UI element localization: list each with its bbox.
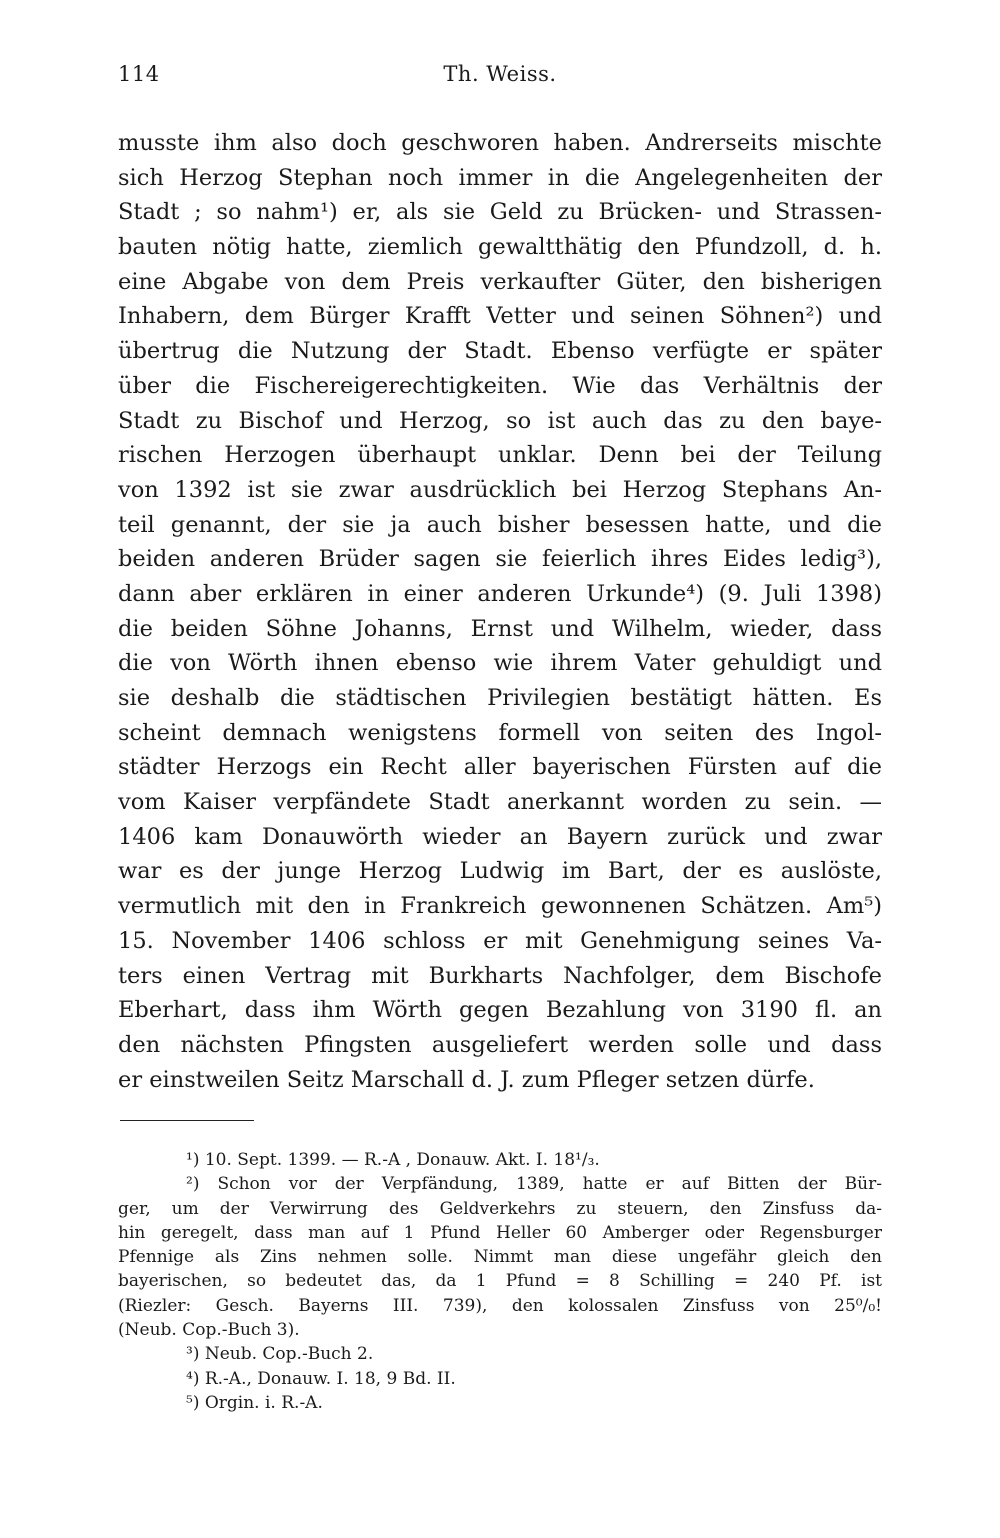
footnote-line: ²) Schon vor der Verpfändung, 1389, hatte er auf Bitten der Bür- — [186, 1174, 882, 1195]
text-line: dann aber erklären in einer anderen Urkunde⁴) (9. Juli 1398) — [118, 580, 882, 607]
footnote-line: (Neub. Cop.-Buch 3). — [118, 1320, 300, 1341]
text-line: städter Herzogs ein Recht aller bayerischen Fürsten auf die — [118, 754, 882, 781]
page-number: 114 — [118, 62, 160, 86]
text-line: eine Abgabe von dem Preis verkaufter Güter, den bisherigen — [118, 268, 882, 295]
footnote-rule — [120, 1120, 254, 1121]
footnote-line: bayerischen, so bedeutet das, da 1 Pfund = 8 Schilling = 240 Pf. ist — [118, 1271, 882, 1292]
text-line: 1406 kam Donauwörth wieder an Bayern zurück und zwar — [118, 823, 882, 850]
footnote-line: ⁴) R.-A., Donauw. I. 18, 9 Bd. II. — [186, 1368, 456, 1389]
text-line: teil genannt, der sie ja auch bisher besessen hatte, und die — [118, 511, 882, 538]
footnotes — [118, 1148, 882, 1415]
text-line: sich Herzog Stephan noch immer in die Angelegenheiten der — [118, 164, 882, 191]
footnote-line: ¹) 10. Sept. 1399. — R.-A , Donauw. Akt. I. 18¹/₃. — [186, 1150, 600, 1170]
text-line: 15. November 1406 schloss er mit Genehmigung seines Va- — [118, 927, 882, 954]
text-line: die beiden Söhne Johanns, Ernst und Wilhelm, wieder, dass — [118, 615, 882, 642]
text-line: Inhabern, dem Bürger Krafft Vetter und seinen Söhnen²) und — [118, 303, 882, 330]
text-line: über die Fischereigerechtigkeiten. Wie das Verhältnis der — [118, 372, 882, 399]
text-line: bauten nötig hatte, ziemlich gewaltthätig den Pfundzoll, d. h. — [118, 234, 882, 261]
text-line: Eberhart, dass ihm Wörth gegen Bezahlung von 3190 fl. an — [118, 997, 882, 1024]
text-line: den nächsten Pfingsten ausgeliefert werden solle und dass — [118, 1031, 882, 1058]
page-header — [118, 62, 882, 92]
text-line: vom Kaiser verpfändete Stadt anerkannt worden zu sein. — — [118, 789, 882, 816]
running-head: Th. Weiss. — [443, 62, 557, 86]
text-line: ters einen Vertrag mit Burkharts Nachfolger, dem Bischofe — [118, 962, 882, 989]
text-line: von 1392 ist sie zwar ausdrücklich bei Herzog Stephans An- — [118, 476, 882, 503]
text-line: er einstweilen Seitz Marschall d. J. zum Pfleger setzen dürfe. — [118, 1066, 815, 1093]
text-line: rischen Herzogen überhaupt unklar. Denn bei der Teilung — [118, 442, 882, 469]
text-line: Stadt zu Bischof und Herzog, so ist auch das zu den baye- — [118, 407, 882, 434]
text-line: sie deshalb die städtischen Privilegien bestätigt hätten. Es — [118, 685, 882, 711]
text-line: musste ihm also doch geschworen haben. Andrerseits mischte — [118, 130, 882, 156]
footnote-line: ⁵) Orgin. i. R.-A. — [186, 1392, 323, 1413]
footnote-line: ger, um der Verwirrung des Geldverkehrs zu steuern, den Zinsfuss da- — [118, 1198, 882, 1219]
text-line: scheint demnach wenigstens formell von seiten des Ingol- — [118, 719, 882, 746]
footnote-line: Pfennige als Zins nehmen solle. Nimmt man diese ungefähr gleich den — [118, 1247, 882, 1268]
text-line: vermutlich mit den in Frankreich gewonnenen Schätzen. Am⁵) — [118, 893, 882, 920]
footnote-line: ³) Neub. Cop.-Buch 2. — [186, 1344, 374, 1365]
footnote-line: hin geregelt, dass man auf 1 Pfund Heller 60 Amberger oder Regensburger — [118, 1222, 882, 1243]
text-line: Stadt ; so nahm¹) er, als sie Geld zu Brücken- und Strassen- — [118, 199, 882, 226]
text-line: beiden anderen Brüder sagen sie feierlich ihres Eides ledig³), — [118, 546, 882, 573]
text-line: übertrug die Nutzung der Stadt. Ebenso verfügte er später — [118, 338, 882, 365]
text-line: war es der junge Herzog Ludwig im Bart, der es auslöste, — [118, 858, 882, 885]
text-line: die von Wörth ihnen ebenso wie ihrem Vater gehuldigt und — [118, 650, 882, 677]
main-text — [118, 126, 882, 1097]
footnote-line: (Riezler: Gesch. Bayerns III. 739), den kolossalen Zinsfuss von 25⁰/₀! — [118, 1295, 882, 1316]
